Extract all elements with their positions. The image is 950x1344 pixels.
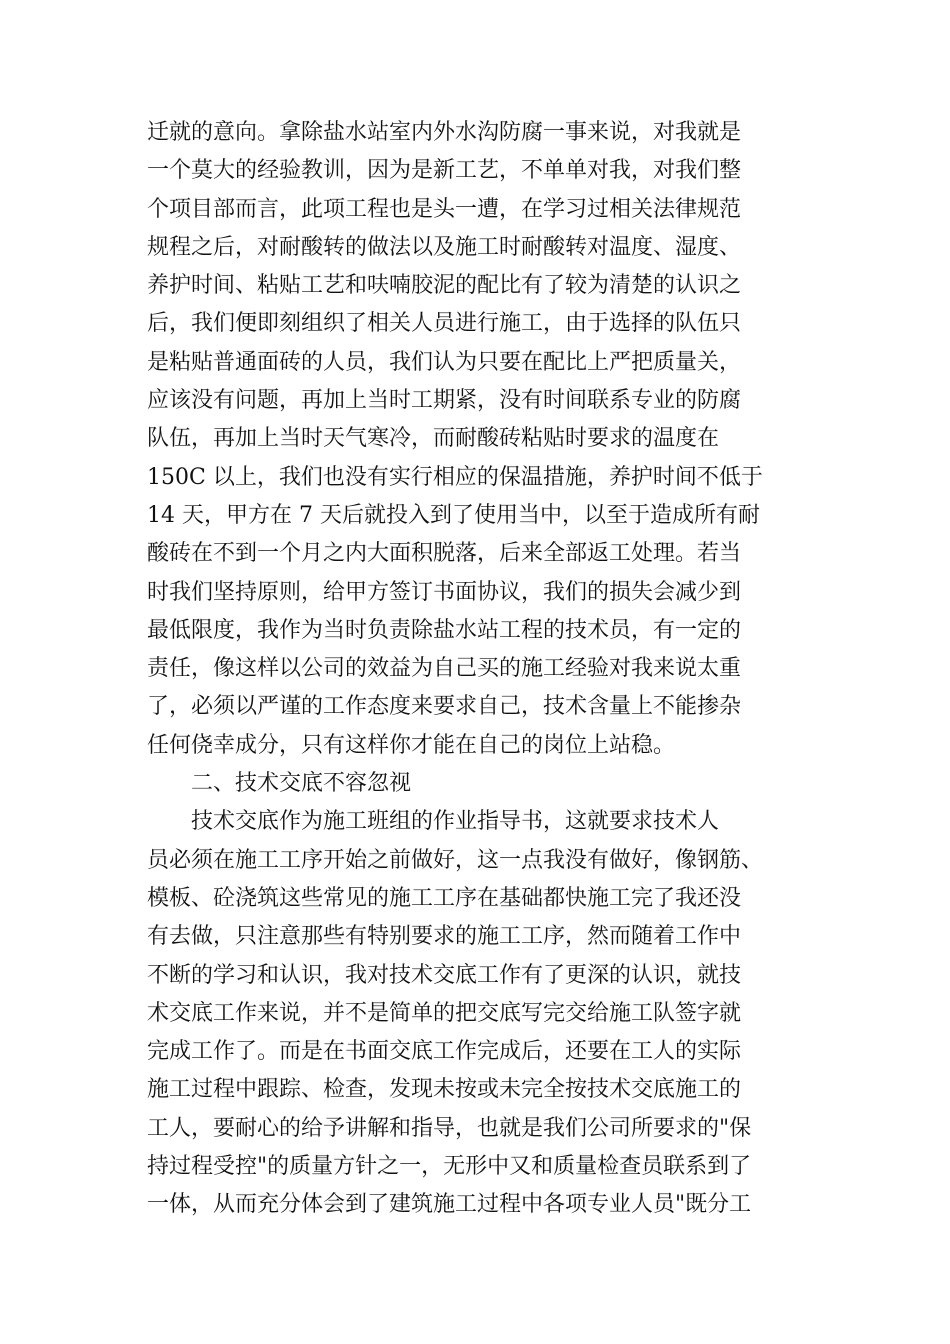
text-line: 施工过程中跟踪、检查，发现未按或未完全按技术交底施工的 <box>147 1077 742 1103</box>
text-line: 应该没有问题，再加上当时工期紧，没有时间联系专业的防腐 <box>147 388 742 414</box>
text-line: 是粘贴普通面砖的人员，我们认为只要在配比上严把质量关， <box>147 349 742 375</box>
text-line: 模板、砼浇筑这些常见的施工工序在基础都快施工完了我还没 <box>147 885 742 911</box>
text-line: 时我们坚持原则，给甲方签订书面协议，我们的损失会减少到 <box>147 579 742 605</box>
text-line: 有去做，只注意那些有特别要求的施工工序，然而随着工作中 <box>147 924 742 950</box>
text-line: 完成工作了。而是在书面交底工作完成后，还要在工人的实际 <box>147 1039 742 1065</box>
text-line: 最低限度，我作为当时负责除盐水站工程的技术员，有一定的 <box>147 617 742 643</box>
text-line: 后，我们便即刻组织了相关人员进行施工，由于选择的队伍只 <box>147 311 742 337</box>
text-line: 术交底工作来说，并不是简单的把交底写完交给施工队签字就 <box>147 1000 742 1026</box>
text-line: 150C 以上，我们也没有实行相应的保温措施，养护时间不低于 <box>147 464 763 490</box>
text-line: 责任，像这样以公司的效益为自己买的施工经验对我来说太重 <box>147 656 742 682</box>
text-line: 一体，从而充分体会到了建筑施工过程中各项专业人员"既分工 <box>147 1192 752 1218</box>
paragraph-first-line: 技术交底作为施工班组的作业指导书，这就要求技术人 <box>191 809 720 835</box>
text-line: 迁就的意向。拿除盐水站室内外水沟防腐一事来说，对我就是 <box>147 120 742 145</box>
text-line: 了，必须以严谨的工作态度来要求自己，技术含量上不能掺杂 <box>147 694 742 720</box>
body-text <box>147 114 827 1225</box>
text-line: 养护时间、粘贴工艺和呋喃胶泥的配比有了较为清楚的认识之 <box>147 273 742 299</box>
section-heading: 二、技术交底不容忽视 <box>191 771 412 797</box>
text-line: 14 天，甲方在 7 天后就投入到了使用当中，以至于造成所有耐 <box>147 502 760 528</box>
text-line: 规程之后，对耐酸转的做法以及施工时耐酸转对温度、湿度、 <box>147 234 742 260</box>
text-line: 员必须在施工工序开始之前做好，这一点我没有做好，像钢筋、 <box>147 847 764 873</box>
text-line: 持过程受控"的质量方针之一，无形中又和质量检查员联系到了 <box>147 1154 752 1180</box>
text-line: 任何侥幸成分，只有这样你才能在自己的岗位上站稳。 <box>147 732 676 758</box>
text-line: 工人，要耐心的给予讲解和指导，也就是我们公司所要求的"保 <box>147 1115 752 1141</box>
text-line: 酸砖在不到一个月之内大面积脱落，后来全部返工处理。若当 <box>147 541 742 567</box>
text-line: 个项目部而言，此项工程也是头一遭，在学习过相关法律规范 <box>147 196 742 222</box>
text-line: 队伍，再加上当时天气寒冷，而耐酸砖粘贴时要求的温度在 <box>147 426 720 452</box>
text-line: 一个莫大的经验教训，因为是新工艺，不单单对我，对我们整 <box>147 158 742 184</box>
text-line: 不断的学习和认识，我对技术交底工作有了更深的认识，就技 <box>147 962 742 988</box>
